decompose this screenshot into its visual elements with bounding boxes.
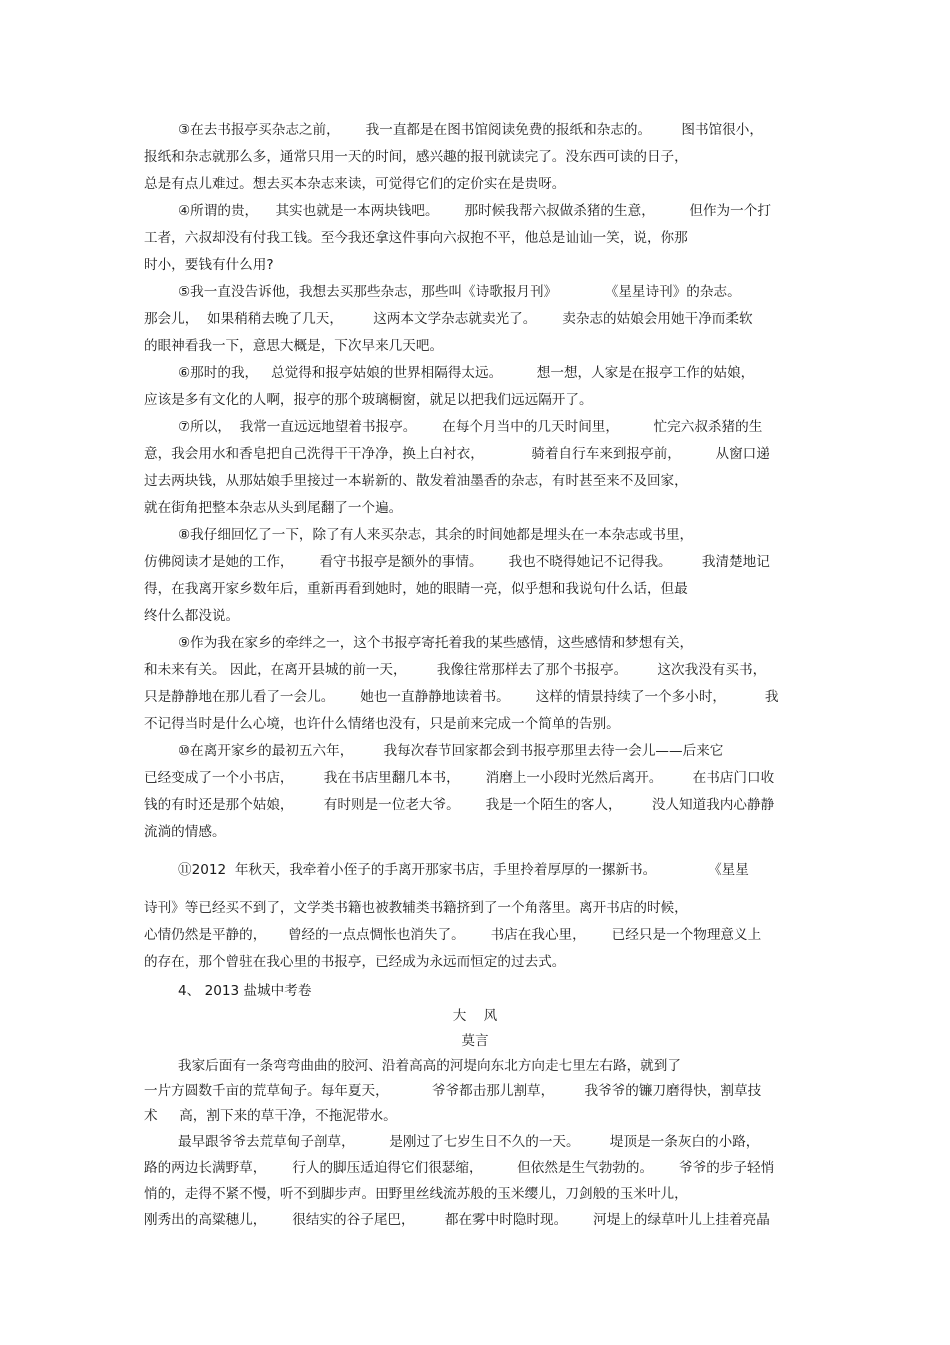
article-title: 大 风 [452, 1008, 498, 1024]
p11-line-1: ⑪2012 年秋天，我牵着小侄子的手离开那家书店，手里拎着厚厚的一摞新书。 《星星 [178, 862, 749, 878]
section-heading: 4、 2013 盐城中考卷 [178, 983, 312, 999]
p3-line-1: ③在去书报亭买杂志之前， 我一直都是在图书馆阅读免费的报纸和杂志的。 图书馆很小， [178, 122, 763, 138]
p8-line-2: 仿佛阅读才是她的工作， 看守书报亭是额外的事情。 我也不晓得她记不记得我。 我清楚地记 [144, 554, 770, 570]
p3-line-2: 报纸和杂志就那么多，通常只用一天的时间，感兴趣的报刊就读完了。没东西可读的日子， [144, 149, 688, 165]
a2-p2-line-3: 悄的，走得不紧不慢，听不到脚步声。田野里丝线流苏般的玉米缨儿，刀剑般的玉米叶儿， [144, 1186, 688, 1202]
p6-line-1: ⑥那时的我， 总觉得和报亭姑娘的世界相隔得太远。 想一想，人家是在报亭工作的姑娘， [178, 365, 755, 381]
p6-line-2: 应该是多有文化的人啊，报亭的那个玻璃橱窗，就足以把我们远远隔开了。 [144, 392, 593, 408]
a2-p2-line-4: 刚秀出的高粱穗儿， 很结实的谷子尾巴， 都在雾中时隐时现。 河堤上的绿草叶儿上挂着亮晶 [144, 1212, 770, 1228]
p4-line-2: 工者，六叔却没有付我工钱。至今我还拿这件事向六叔抱不平，他总是讪讪一笑，说，你那 [144, 230, 688, 246]
p5-line-1: ⑤我一直没告诉他，我想去买那些杂志，那些叫《诗歌报月刊》 《星星诗刊》的杂志。 [178, 284, 741, 300]
a2-p1-line-2: 一片方圆数千亩的荒草甸子。每年夏天， 爷爷都击那儿割草， 我爷爷的镰刀磨得快，割草技 [144, 1083, 762, 1099]
p8-line-3: 得，在我离开家乡数年后，重新再看到她时，她的眼睛一亮，似乎想和我说句什么话，但最 [144, 581, 688, 597]
p10-line-3: 钱的有时还是那个姑娘， 有时则是一位老大爷。 我是一个陌生的客人， 没人知道我内心静静 [144, 797, 775, 813]
p7-line-2: 意，我会用水和香皂把自己洗得干干净净，换上白衬衣， 骑着自行车来到报亭前， 从窗口递 [144, 446, 770, 462]
a2-p2-line-1: 最早跟爷爷去荒草甸子剖草， 是刚过了七岁生日不久的一天。 堤顶是一条灰白的小路， [178, 1134, 760, 1150]
p8-line-4: 终什么都没说。 [144, 608, 240, 624]
p10-line-4: 流淌的情感。 [144, 824, 226, 840]
p11-line-4: 的存在，那个曾驻在我心里的书报亭，已经成为永远而恒定的过去式。 [144, 954, 566, 970]
p7-line-4: 就在街角把整本杂志从头到尾翻了一个遍。 [144, 500, 403, 516]
p9-line-4: 不记得当时是什么心境，也许什么情绪也没有，只是前来完成一个简单的告别。 [144, 716, 620, 732]
p9-line-2: 和未来有关。 因此，在离开县城的前一天， 我像往常那样去了那个书报亭。 这次我没有买书， [144, 662, 767, 678]
p5-line-3: 的眼神看我一下，意思大概是，下次早来几天吧。 [144, 338, 444, 354]
p8-line-1: ⑧我仔细回忆了一下，除了有人来买杂志，其余的时间她都是埋头在一本杂志或书里， [178, 527, 694, 543]
a2-p1-line-1: 我家后面有一条弯弯曲曲的胶河、沿着高高的河堤向东北方向走七里左右路，就到了 [178, 1058, 681, 1074]
p9-line-1: ⑨作为我在家乡的牵绊之一，这个书报亭寄托着我的某些感情，这些感情和梦想有关， [178, 635, 694, 651]
p9-line-3: 只是静静地在那儿看了一会儿。 她也一直静静地读着书。 这样的情景持续了一个多小时， 我 [144, 689, 779, 705]
p5-line-2: 那会儿， 如果稍稍去晚了几天， 这两本文学杂志就卖光了。 卖杂志的姑娘会用她干净而柔软 [144, 311, 753, 327]
p3-line-3: 总是有点儿难过。想去买本杂志来读，可觉得它们的定价实在是贵呀。 [144, 176, 566, 192]
p7-line-3: 过去两块钱，从那姑娘手里接过一本崭新的、散发着油墨香的杂志，有时甚至来不及回家， [144, 473, 688, 489]
p10-line-2: 已经变成了一个小书店， 我在书店里翻几本书， 消磨上一小段时光然后离开。 在书店门口收 [144, 770, 775, 786]
p10-line-1: ⑩在离开家乡的最初五六年， 我每次春节回家都会到书报亭那里去待一会儿——后来它 [178, 743, 724, 759]
p11-line-3: 心情仍然是平静的， 曾经的一点点惆怅也消失了。 书店在我心里， 已经只是一个物理意义上 [144, 927, 762, 943]
p11-line-2: 诗刊》等已经买不到了，文学类书籍也被教辅类书籍挤到了一个角落里。离开书店的时候， [144, 900, 688, 916]
p7-line-1: ⑦所以， 我常一直远远地望着书报亭。 在每个月当中的几天时间里， 忙完六叔杀猪的生 [178, 419, 763, 435]
article-author: 莫言 [461, 1033, 489, 1049]
p4-line-1: ④所谓的贵， 其实也就是一本两块钱吧。 那时候我帮六叔做杀猪的生意， 但作为一个打 [178, 203, 771, 219]
p4-line-3: 时小，要钱有什么用? [144, 257, 274, 273]
a2-p1-line-3: 术 高，割下来的草干净，不拖泥带水。 [144, 1108, 397, 1124]
a2-p2-line-2: 路的两边长满野草， 行人的脚压适迫得它们很瑟缩， 但依然是生气勃勃的。 爷爷的步子轻悄 [144, 1160, 775, 1176]
